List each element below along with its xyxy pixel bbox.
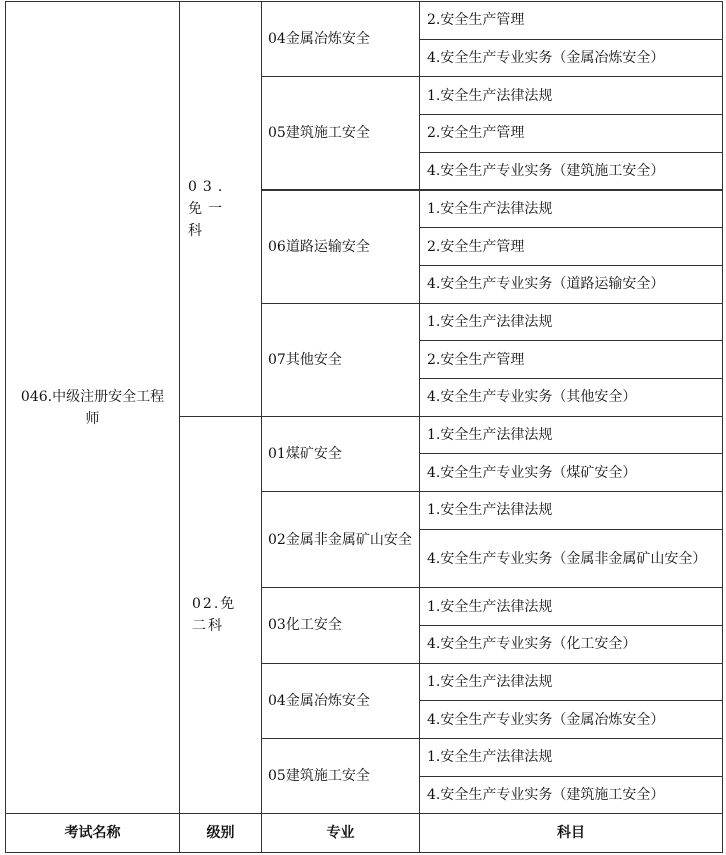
subject-cell xyxy=(419,453,723,492)
subject-label: 4.安全生产专业实务（煤矿安全） xyxy=(427,464,637,481)
major-label: 03化工安全 xyxy=(268,617,342,634)
subject-label: 1.安全生产法律法规 xyxy=(427,87,553,104)
subject-label: 1.安全生产法律法规 xyxy=(427,313,553,330)
subject-label: 2.安全生产管理 xyxy=(427,351,525,368)
major-label: 04金属冶炼安全 xyxy=(268,692,370,709)
subject-label: 2.安全生产管理 xyxy=(427,125,525,142)
subject-label: 4.安全生产专业实务（其他安全） xyxy=(427,389,637,406)
subject-cell xyxy=(419,416,723,455)
header-exam-name xyxy=(5,813,180,853)
subject-cell xyxy=(419,265,723,304)
subject-cell xyxy=(419,152,723,191)
level-exempt-one: 03.免一科 xyxy=(188,178,229,239)
subject-cell xyxy=(419,491,723,530)
level-cell-exempt-two xyxy=(179,416,262,815)
subject-label: 1.安全生产法律法规 xyxy=(427,673,553,690)
major-label: 06道路运输安全 xyxy=(268,238,370,255)
subject-cell xyxy=(419,303,723,342)
major-label: 07其他安全 xyxy=(268,351,342,368)
exam-name-cell xyxy=(5,1,180,814)
subject-cell xyxy=(419,700,723,739)
major-cell xyxy=(261,587,420,663)
subject-label: 4.安全生产专业实务（建筑施工安全） xyxy=(427,787,665,804)
subject-cell xyxy=(419,378,723,417)
major-cell xyxy=(261,416,420,492)
subject-cell xyxy=(419,340,723,379)
major-label: 05建筑施工安全 xyxy=(268,125,370,142)
subject-label: 2.安全生产管理 xyxy=(427,12,525,29)
subject-label: 1.安全生产法律法规 xyxy=(427,502,553,519)
header-subject-label: 科目 xyxy=(557,825,585,842)
subject-cell xyxy=(419,776,723,815)
header-major-label: 专业 xyxy=(326,825,355,842)
major-cell xyxy=(261,303,420,417)
subject-cell xyxy=(419,587,723,626)
subject-cell xyxy=(419,190,723,229)
major-label: 01煤矿安全 xyxy=(268,445,342,462)
major-cell xyxy=(261,190,420,304)
major-cell xyxy=(261,738,420,814)
subject-cell xyxy=(419,1,723,40)
subject-label: 4.安全生产专业实务（金属冶炼安全） xyxy=(427,50,665,67)
subject-label: 4.安全生产专业实务（金属冶炼安全） xyxy=(427,711,665,728)
header-subject xyxy=(419,813,723,853)
major-cell xyxy=(261,1,420,77)
major-cell xyxy=(261,491,420,588)
subject-label: 1.安全生产法律法规 xyxy=(427,427,553,444)
major-label: 04金属冶炼安全 xyxy=(268,31,370,48)
exam-name: 046.中级注册安全工程师 xyxy=(20,388,165,427)
major-cell xyxy=(261,663,420,739)
header-level-label: 级别 xyxy=(206,825,235,842)
subject-label: 4.安全生产专业实务（道路运输安全） xyxy=(427,276,665,293)
subject-cell xyxy=(419,76,723,115)
subject-cell xyxy=(419,227,723,266)
major-label: 05建筑施工安全 xyxy=(268,768,370,785)
level-cell-exempt-one xyxy=(179,1,262,417)
subject-cell xyxy=(419,663,723,702)
subject-label: 1.安全生产法律法规 xyxy=(427,749,553,766)
major-label: 02金属非金属矿山安全 xyxy=(268,531,412,548)
subject-cell xyxy=(419,625,723,664)
subject-label: 4.安全生产专业实务（建筑施工安全） xyxy=(427,163,665,180)
subject-cell xyxy=(419,39,723,78)
subject-cell xyxy=(419,529,723,588)
subject-label: 4.安全生产专业实务（金属非金属矿山安全） xyxy=(427,550,707,567)
level-exempt-two: 02.免二科 xyxy=(192,596,237,635)
subject-label: 1.安全生产法律法规 xyxy=(427,598,553,615)
header-exam-name-label: 考试名称 xyxy=(64,825,121,842)
subject-cell xyxy=(419,114,723,153)
header-level xyxy=(179,813,262,853)
subject-label: 4.安全生产专业实务（化工安全） xyxy=(427,636,637,653)
major-cell xyxy=(261,76,420,190)
subject-label: 1.安全生产法律法规 xyxy=(427,200,553,217)
subject-cell xyxy=(419,738,723,777)
subject-label: 2.安全生产管理 xyxy=(427,238,525,255)
header-major xyxy=(261,813,420,853)
